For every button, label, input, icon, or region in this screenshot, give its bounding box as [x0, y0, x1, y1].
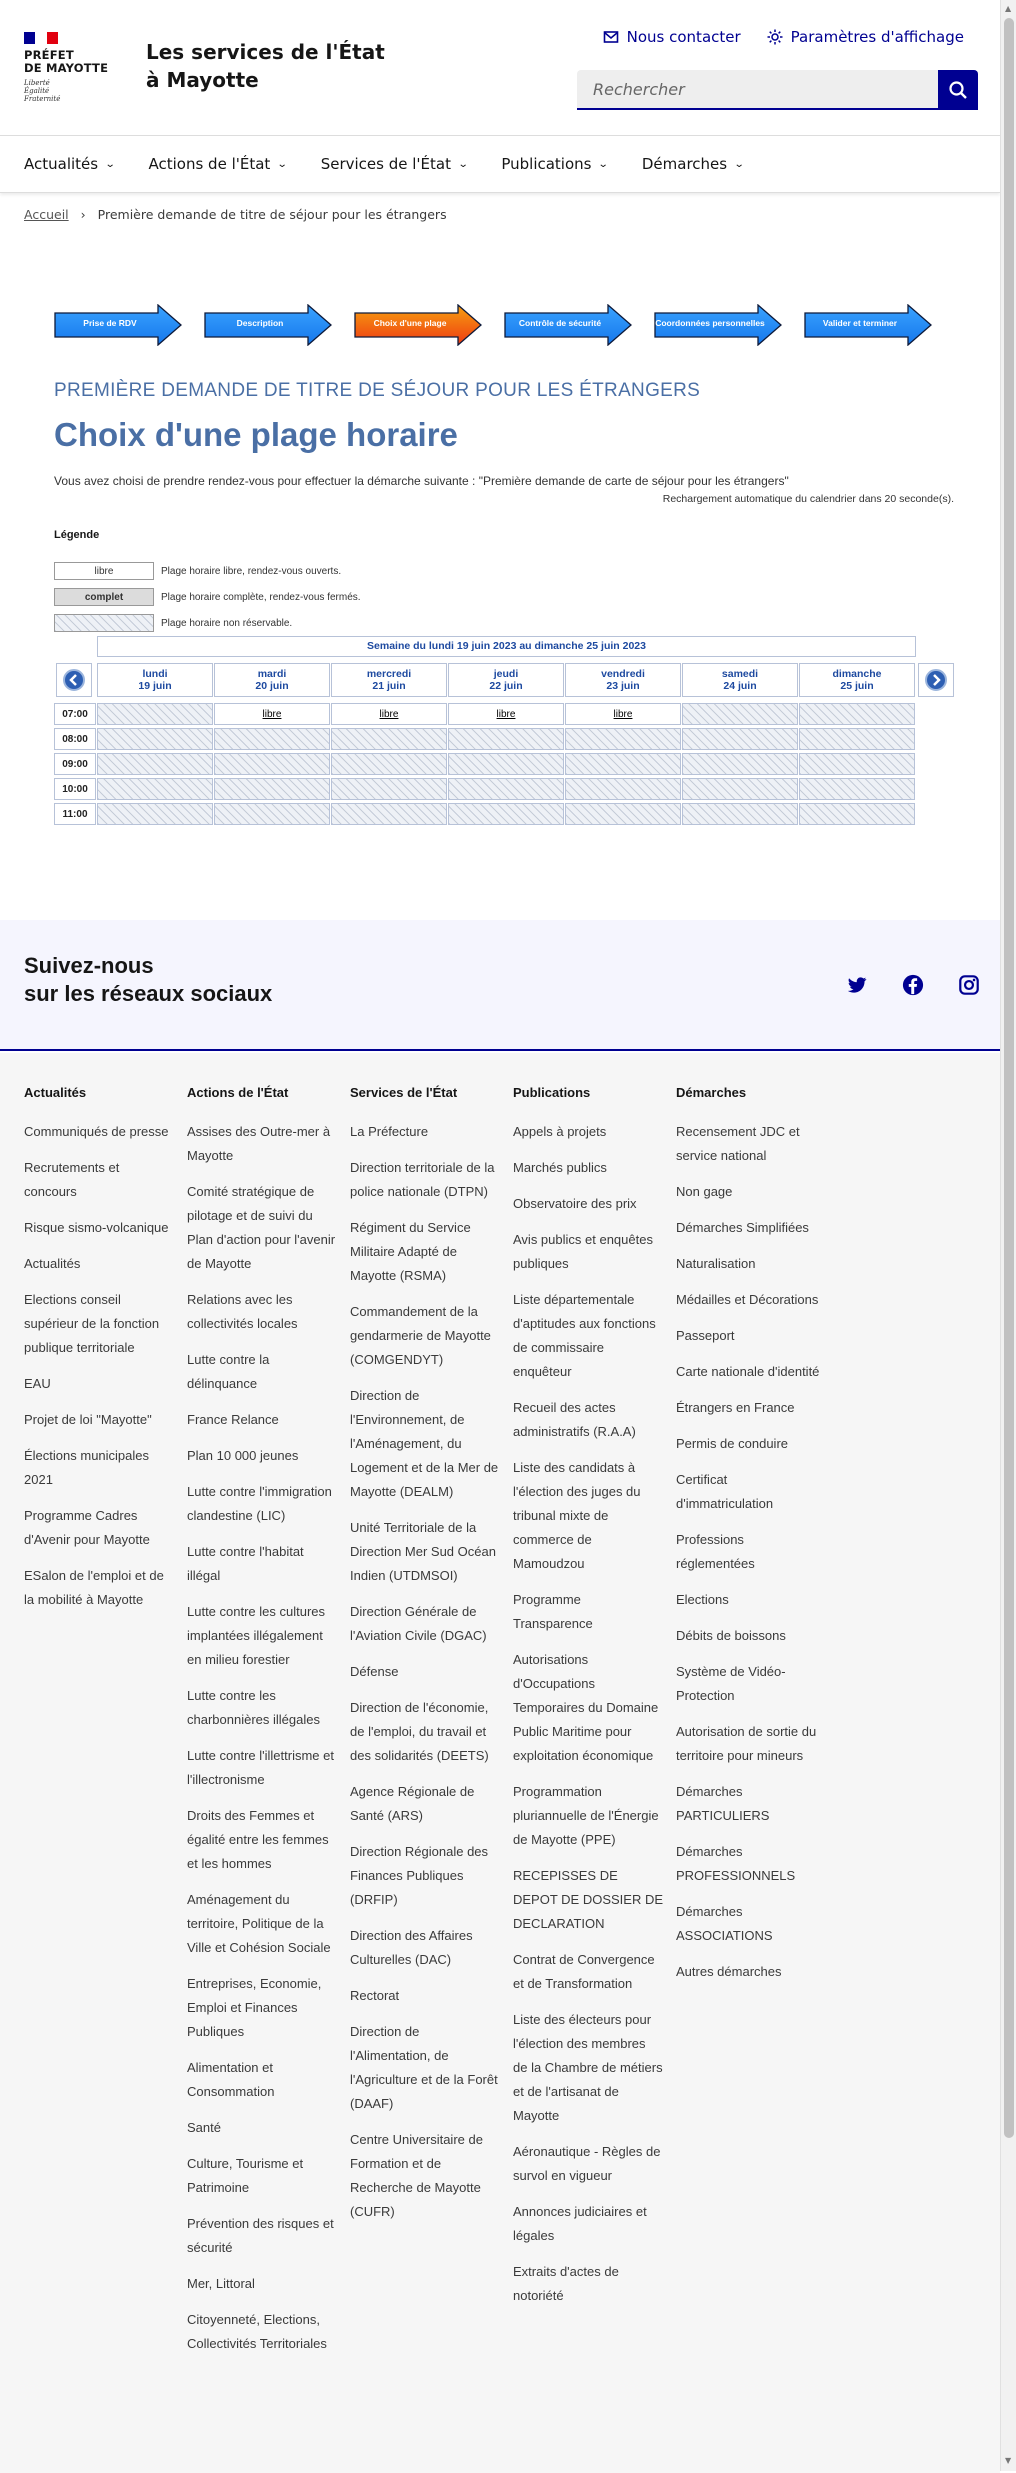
- footer-link[interactable]: EAU: [24, 1376, 51, 1391]
- day-name: lundi: [142, 668, 168, 680]
- breadcrumb-home[interactable]: Accueil: [24, 207, 69, 222]
- footer-link[interactable]: Passeport: [676, 1328, 735, 1343]
- step-2: [204, 304, 332, 346]
- unavailable-slot: [331, 753, 447, 775]
- footer-column: [187, 1085, 337, 2368]
- unavailable-slot: [214, 778, 330, 800]
- footer-link[interactable]: Actualités: [24, 1256, 81, 1271]
- nav-label: Actualités: [24, 155, 99, 173]
- hour-label: 07:00: [54, 703, 96, 725]
- footer-link[interactable]: Démarches PROFESSIONNELS: [676, 1844, 796, 1883]
- footer-column: [513, 1085, 663, 2320]
- footer-link[interactable]: Aéronautique - Règles de survol en vigueur: [513, 2144, 661, 2183]
- step-label: Valider et terminer: [822, 318, 898, 328]
- nav-services-etat[interactable]: [321, 136, 468, 192]
- social-section: [0, 920, 1000, 1051]
- day-header: [448, 663, 564, 697]
- motto-fraternite: Fraternité: [24, 95, 61, 103]
- step-label: Description: [236, 318, 284, 328]
- footer-link[interactable]: Professions réglementées: [676, 1532, 755, 1571]
- unavailable-slot: [97, 753, 213, 775]
- quick-access: [603, 28, 964, 46]
- day-date: 19 juin: [138, 680, 172, 692]
- footer-column: [24, 1085, 174, 1624]
- footer-link[interactable]: Avis publics et enquêtes publiques: [513, 1232, 653, 1271]
- legend-box-full: complet: [54, 588, 154, 606]
- footer-column-title: Démarches: [676, 1085, 747, 1100]
- unavailable-slot: [97, 703, 213, 725]
- footer-column-title: Actualités: [24, 1085, 87, 1100]
- step-label: Contrôle de sécurité: [518, 318, 602, 328]
- footer-link[interactable]: Liste départementale d'aptitudes aux fonctions de commissaire enquêteur: [513, 1292, 656, 1379]
- unavailable-slot: [799, 703, 915, 725]
- footer-link[interactable]: Culture, Tourisme et Patrimoine: [187, 2156, 304, 2195]
- footer-link[interactable]: Extraits d'actes de notoriété: [513, 2264, 619, 2303]
- footer-link[interactable]: Direction territoriale de la police nationale (DTPN): [350, 1160, 495, 1199]
- unavailable-slot: [565, 803, 681, 825]
- chevron-right-icon: ›: [80, 207, 86, 222]
- footer-link[interactable]: Santé: [187, 2120, 221, 2135]
- display-settings-button[interactable]: [767, 28, 964, 46]
- unavailable-slot: [682, 728, 798, 750]
- footer-link[interactable]: Contrat de Convergence et de Transformation: [513, 1952, 655, 1991]
- instagram-icon[interactable]: [958, 974, 980, 996]
- unavailable-slot: [331, 778, 447, 800]
- footer-link[interactable]: Appels à projets: [513, 1124, 607, 1139]
- footer-link[interactable]: Aménagement du territoire, Politique de la Ville et Cohésion Sociale: [187, 1892, 331, 1955]
- footer-link[interactable]: Démarches ASSOCIATIONS: [676, 1904, 773, 1943]
- unavailable-slot: [448, 753, 564, 775]
- search-icon: [948, 80, 968, 100]
- legend-unavailable: [54, 614, 292, 632]
- contact-link[interactable]: [603, 28, 741, 46]
- footer-column: [350, 1085, 500, 2236]
- week-header: Semaine du lundi 19 juin 2023 au dimanche 25 juin 2023: [97, 636, 916, 657]
- hour-label: 09:00: [54, 753, 96, 775]
- footer-column-title: Services de l'État: [350, 1085, 458, 1100]
- unavailable-slot: [682, 778, 798, 800]
- scroll-down-icon: ▼: [1005, 2456, 1012, 2465]
- footer-link[interactable]: Carte nationale d'identité: [676, 1364, 820, 1379]
- footer-link[interactable]: Assises des Outre-mer à Mayotte: [187, 1124, 331, 1163]
- footer-link[interactable]: Liste des candidats à l'élection des juges du tribunal mixte de commerce de Mamoudzou: [513, 1460, 641, 1571]
- scrollbar-thumb[interactable]: [1004, 18, 1014, 2138]
- nav-publications[interactable]: [501, 136, 608, 192]
- footer-link[interactable]: Citoyenneté, Elections, Collectivités Territoriales: [187, 2312, 327, 2351]
- nav-label: Actions de l'État: [148, 155, 271, 173]
- progress-steps: [54, 304, 934, 348]
- footer-link[interactable]: La Préfecture: [350, 1124, 429, 1139]
- unavailable-slot: [565, 728, 681, 750]
- footer-link[interactable]: Commandement de la gendarmerie de Mayotte (COMGENDYT): [350, 1304, 491, 1367]
- footer-link[interactable]: Relations avec les collectivités locales: [187, 1292, 298, 1331]
- footer-link[interactable]: France Relance: [187, 1412, 279, 1427]
- footer-link[interactable]: Projet de loi "Mayotte": [24, 1412, 152, 1427]
- arrow-right-icon: [925, 669, 947, 691]
- footer-link[interactable]: Programme Cadres d'Avenir pour Mayotte: [24, 1508, 150, 1547]
- legend-box-unavailable: [54, 614, 154, 632]
- footer-link[interactable]: Liste des électeurs pour l'élection des membres de la Chambre de métiers et de l'artisanat de Mayotte: [513, 2012, 663, 2123]
- day-name: mardi: [257, 668, 287, 680]
- breadcrumb-current: Première demande de titre de séjour pour les étrangers: [97, 207, 447, 222]
- footer-link[interactable]: Non gage: [676, 1184, 733, 1199]
- footer-link[interactable]: Annonces judiciaires et légales: [513, 2204, 647, 2243]
- footer-link[interactable]: Direction de l'Alimentation, de l'Agriculture et de la Forêt (DAAF): [350, 2024, 498, 2111]
- unavailable-slot: [565, 778, 681, 800]
- unavailable-slot: [448, 778, 564, 800]
- hour-label: 11:00: [54, 803, 96, 825]
- intro-text: Vous avez choisi de prendre rendez-vous pour effectuer la démarche suivante : "Première demande de carte de séjour pour les étrangers": [54, 474, 789, 488]
- arrow-left-icon: [63, 669, 85, 691]
- procedure-subtitle: PREMIÈRE DEMANDE DE TITRE DE SÉJOUR POUR LES ÉTRANGERS: [54, 380, 701, 401]
- footer-link[interactable]: Régiment du Service Militaire Adapté de Mayotte (RSMA): [350, 1220, 471, 1283]
- footer-link[interactable]: Lutte contre la délinquance: [187, 1352, 270, 1391]
- footer-link[interactable]: Agence Régionale de Santé (ARS): [350, 1784, 475, 1823]
- sun-icon: [767, 29, 783, 45]
- day-date: 20 juin: [255, 680, 289, 692]
- social-title-line: sur les réseaux sociaux: [24, 981, 273, 1006]
- footer-link[interactable]: Risque sismo-volcanique: [24, 1220, 169, 1235]
- unavailable-slot: [799, 803, 915, 825]
- scroll-up-icon: ▲: [1005, 4, 1012, 13]
- unavailable-slot: [799, 728, 915, 750]
- day-name: jeudi: [493, 668, 519, 680]
- footer-link[interactable]: Droits des Femmes et égalité entre les femmes et les hommes: [187, 1808, 329, 1871]
- step-1: [54, 304, 182, 346]
- unavailable-slot: [97, 803, 213, 825]
- unavailable-slot: [97, 728, 213, 750]
- mail-icon: [603, 29, 619, 45]
- unavailable-slot: [331, 728, 447, 750]
- step-label: Choix d'une plage: [373, 318, 447, 328]
- social-title-line: Suivez-nous: [24, 953, 154, 978]
- free-slot[interactable]: libre: [565, 703, 681, 725]
- chevron-down-icon: ⌄: [457, 158, 469, 170]
- day-header: [331, 663, 447, 697]
- footer-link[interactable]: Étrangers en France: [676, 1400, 795, 1415]
- footer-link[interactable]: Communiqués de presse: [24, 1124, 169, 1139]
- contact-label: Nous contacter: [626, 28, 741, 46]
- motto-liberte: Liberté: [24, 79, 50, 87]
- footer-link[interactable]: Marchés publics: [513, 1160, 607, 1175]
- french-flag-icon: [24, 32, 58, 44]
- day-name: dimanche: [832, 668, 882, 680]
- step-4: [504, 304, 632, 346]
- next-week-button[interactable]: [918, 663, 954, 697]
- hour-label: 10:00: [54, 778, 96, 800]
- search-bar: [577, 70, 978, 110]
- day-name: vendredi: [601, 668, 645, 680]
- chevron-down-icon: ⌄: [733, 158, 745, 170]
- free-slot[interactable]: libre: [448, 703, 564, 725]
- footer-link[interactable]: Mer, Littoral: [187, 2276, 255, 2291]
- day-date: 21 juin: [372, 680, 406, 692]
- footer-link[interactable]: Lutte contre les cultures implantées illégalement en milieu forestier: [187, 1604, 326, 1667]
- footer: [0, 1053, 1000, 2473]
- footer-column-title: Publications: [513, 1085, 591, 1100]
- unavailable-slot: [799, 778, 915, 800]
- site-title[interactable]: Les services de l'État à Mayotte: [146, 40, 385, 92]
- footer-link[interactable]: Direction de l'Environnement, de l'Aménagement, du Logement et de la Mer de Mayotte (DEALM): [350, 1388, 499, 1499]
- footer-link[interactable]: Système de Vidéo-Protection: [676, 1664, 786, 1703]
- unavailable-slot: [448, 803, 564, 825]
- footer-link[interactable]: Programmation pluriannuelle de l'Énergie de Mayotte (PPE): [513, 1784, 659, 1847]
- facebook-icon[interactable]: [902, 974, 924, 996]
- legend-text: Plage horaire libre, rendez-vous ouverts.: [161, 565, 342, 577]
- footer-link[interactable]: Centre Universitaire de Formation et de Recherche de Mayotte (CUFR): [350, 2132, 483, 2219]
- footer-link[interactable]: Autorisation de sortie du territoire pour mineurs: [676, 1724, 817, 1763]
- footer-link[interactable]: Comité stratégique de pilotage et de suivi du Plan d'action pour l'avenir de Mayotte: [187, 1184, 336, 1271]
- unavailable-slot: [682, 753, 798, 775]
- day-date: 22 juin: [489, 680, 523, 692]
- hour-label: 08:00: [54, 728, 96, 750]
- display-settings-label: Paramètres d'affichage: [790, 28, 964, 46]
- step-3: [354, 304, 482, 346]
- previous-week-button[interactable]: [56, 663, 92, 697]
- footer-link[interactable]: Défense: [350, 1664, 399, 1679]
- footer-link[interactable]: RECEPISSES DE DEPOT DE DOSSIER DE DECLARATION: [513, 1868, 664, 1931]
- unavailable-slot: [448, 728, 564, 750]
- legend-text: Plage horaire non réservable.: [161, 617, 293, 629]
- step-5: [654, 304, 782, 346]
- footer-column: [676, 1085, 826, 1996]
- footer-link[interactable]: Lutte contre les charbonnières illégales: [187, 1688, 320, 1727]
- legend-full: [54, 588, 361, 606]
- step-label: Coordonnées personnelles: [655, 318, 765, 328]
- social-title: [24, 952, 272, 1008]
- legend-text: Plage horaire complète, rendez-vous fermés.: [161, 591, 361, 603]
- day-date: 24 juin: [723, 680, 757, 692]
- footer-link[interactable]: Lutte contre l'illettrisme et l'illectronisme: [187, 1748, 334, 1787]
- day-name: samedi: [721, 668, 759, 680]
- footer-link[interactable]: Médailles et Décorations: [676, 1292, 819, 1307]
- footer-link[interactable]: Démarches Simplifiées: [676, 1220, 809, 1235]
- footer-link[interactable]: Elections: [676, 1592, 729, 1607]
- unavailable-slot: [214, 803, 330, 825]
- scrollbar[interactable]: [1000, 0, 1016, 2471]
- footer-link[interactable]: Permis de conduire: [676, 1436, 788, 1451]
- footer-link[interactable]: Certificat d'immatriculation: [676, 1472, 774, 1511]
- footer-link[interactable]: Unité Territoriale de la Direction Mer Sud Océan Indien (UTDMSOI): [350, 1520, 496, 1583]
- day-header: [682, 663, 798, 697]
- unavailable-slot: [331, 803, 447, 825]
- legend-free: [54, 562, 341, 580]
- step-6: [804, 304, 932, 346]
- motto-egalite: Égalité: [24, 87, 50, 95]
- day-header: [97, 663, 213, 697]
- footer-link[interactable]: Direction Générale de l'Aviation Civile (DGAC): [350, 1604, 487, 1643]
- prefet-logo[interactable]: [24, 32, 114, 103]
- footer-link[interactable]: Rectorat: [350, 1988, 400, 2003]
- chevron-down-icon: ⌄: [104, 158, 116, 170]
- footer-link[interactable]: Élections municipales 2021: [24, 1448, 150, 1487]
- footer-link[interactable]: Direction de l'économie, de l'emploi, du travail et des solidarités (DEETS): [350, 1700, 489, 1763]
- footer-link[interactable]: Prévention des risques et sécurité: [187, 2216, 334, 2255]
- unavailable-slot: [682, 703, 798, 725]
- footer-link[interactable]: Autorisations d'Occupations Temporaires du Domaine Public Maritime pour exploitation économique: [513, 1652, 659, 1763]
- footer-link[interactable]: Programme Transparence: [513, 1592, 593, 1631]
- page-title: Choix d'une plage horaire: [54, 416, 458, 453]
- footer-link[interactable]: Plan 10 000 jeunes: [187, 1448, 299, 1463]
- unavailable-slot: [565, 753, 681, 775]
- footer-link[interactable]: Direction des Affaires Culturelles (DAC): [350, 1928, 473, 1967]
- footer-column-title: Actions de l'État: [187, 1085, 289, 1100]
- footer-link[interactable]: Elections conseil supérieur de la fonction publique territoriale: [24, 1292, 160, 1355]
- unavailable-slot: [682, 803, 798, 825]
- search-input[interactable]: [577, 70, 938, 110]
- footer-link[interactable]: Naturalisation: [676, 1256, 756, 1271]
- footer-link[interactable]: Direction Régionale des Finances Publiques (DRFIP): [350, 1844, 489, 1907]
- search-button[interactable]: [938, 70, 978, 110]
- footer-link[interactable]: Lutte contre l'immigration clandestine (LIC): [187, 1484, 332, 1523]
- day-date: 25 juin: [840, 680, 874, 692]
- chevron-down-icon: ⌄: [598, 158, 610, 170]
- unavailable-slot: [97, 778, 213, 800]
- main-nav: [0, 136, 1000, 193]
- footer-link[interactable]: Recueil des actes administratifs (R.A.A): [513, 1400, 636, 1439]
- nav-label: Services de l'État: [320, 155, 451, 173]
- logo-line-1: PRÉFET: [24, 48, 74, 62]
- twitter-icon[interactable]: [846, 974, 868, 996]
- nav-label: Démarches: [641, 155, 728, 173]
- day-name: mercredi: [366, 668, 412, 680]
- unavailable-slot: [214, 728, 330, 750]
- footer-link[interactable]: Recensement JDC et service national: [676, 1124, 800, 1163]
- nav-actualites[interactable]: [24, 136, 114, 192]
- footer-link[interactable]: Autres démarches: [676, 1964, 782, 1979]
- legend-title: Légende: [54, 529, 100, 541]
- nav-demarches[interactable]: [642, 136, 744, 192]
- day-header: [799, 663, 915, 697]
- footer-link[interactable]: Lutte contre l'habitat illégal: [187, 1544, 304, 1583]
- legend-box-free: libre: [54, 562, 154, 580]
- footer-link[interactable]: Alimentation et Consommation: [187, 2060, 275, 2099]
- day-date: 23 juin: [606, 680, 640, 692]
- footer-link[interactable]: ESalon de l'emploi et de la mobilité à Mayotte: [24, 1568, 164, 1607]
- footer-link[interactable]: Démarches PARTICULIERS: [676, 1784, 770, 1823]
- footer-link[interactable]: Recrutements et concours: [24, 1160, 120, 1199]
- social-icons: [846, 974, 980, 996]
- free-slot[interactable]: libre: [214, 703, 330, 725]
- logo-line-2: DE MAYOTTE: [24, 61, 109, 75]
- footer-link[interactable]: Observatoire des prix: [513, 1196, 637, 1211]
- free-slot[interactable]: libre: [331, 703, 447, 725]
- footer-link[interactable]: Entreprises, Economie, Emploi et Finances Publiques: [187, 1976, 322, 2039]
- unavailable-slot: [214, 753, 330, 775]
- header: [0, 0, 1000, 136]
- nav-label: Publications: [501, 155, 592, 173]
- breadcrumb: [24, 207, 447, 222]
- step-label: Prise de RDV: [83, 318, 137, 328]
- nav-actions-etat[interactable]: [148, 136, 286, 192]
- reload-notice: Rechargement automatique du calendrier dans 20 seconde(s).: [662, 493, 954, 505]
- day-header: [214, 663, 330, 697]
- unavailable-slot: [799, 753, 915, 775]
- footer-link[interactable]: Débits de boissons: [676, 1628, 786, 1643]
- appointment-content: [54, 380, 954, 820]
- day-header: [565, 663, 681, 697]
- chevron-down-icon: ⌄: [277, 158, 288, 170]
